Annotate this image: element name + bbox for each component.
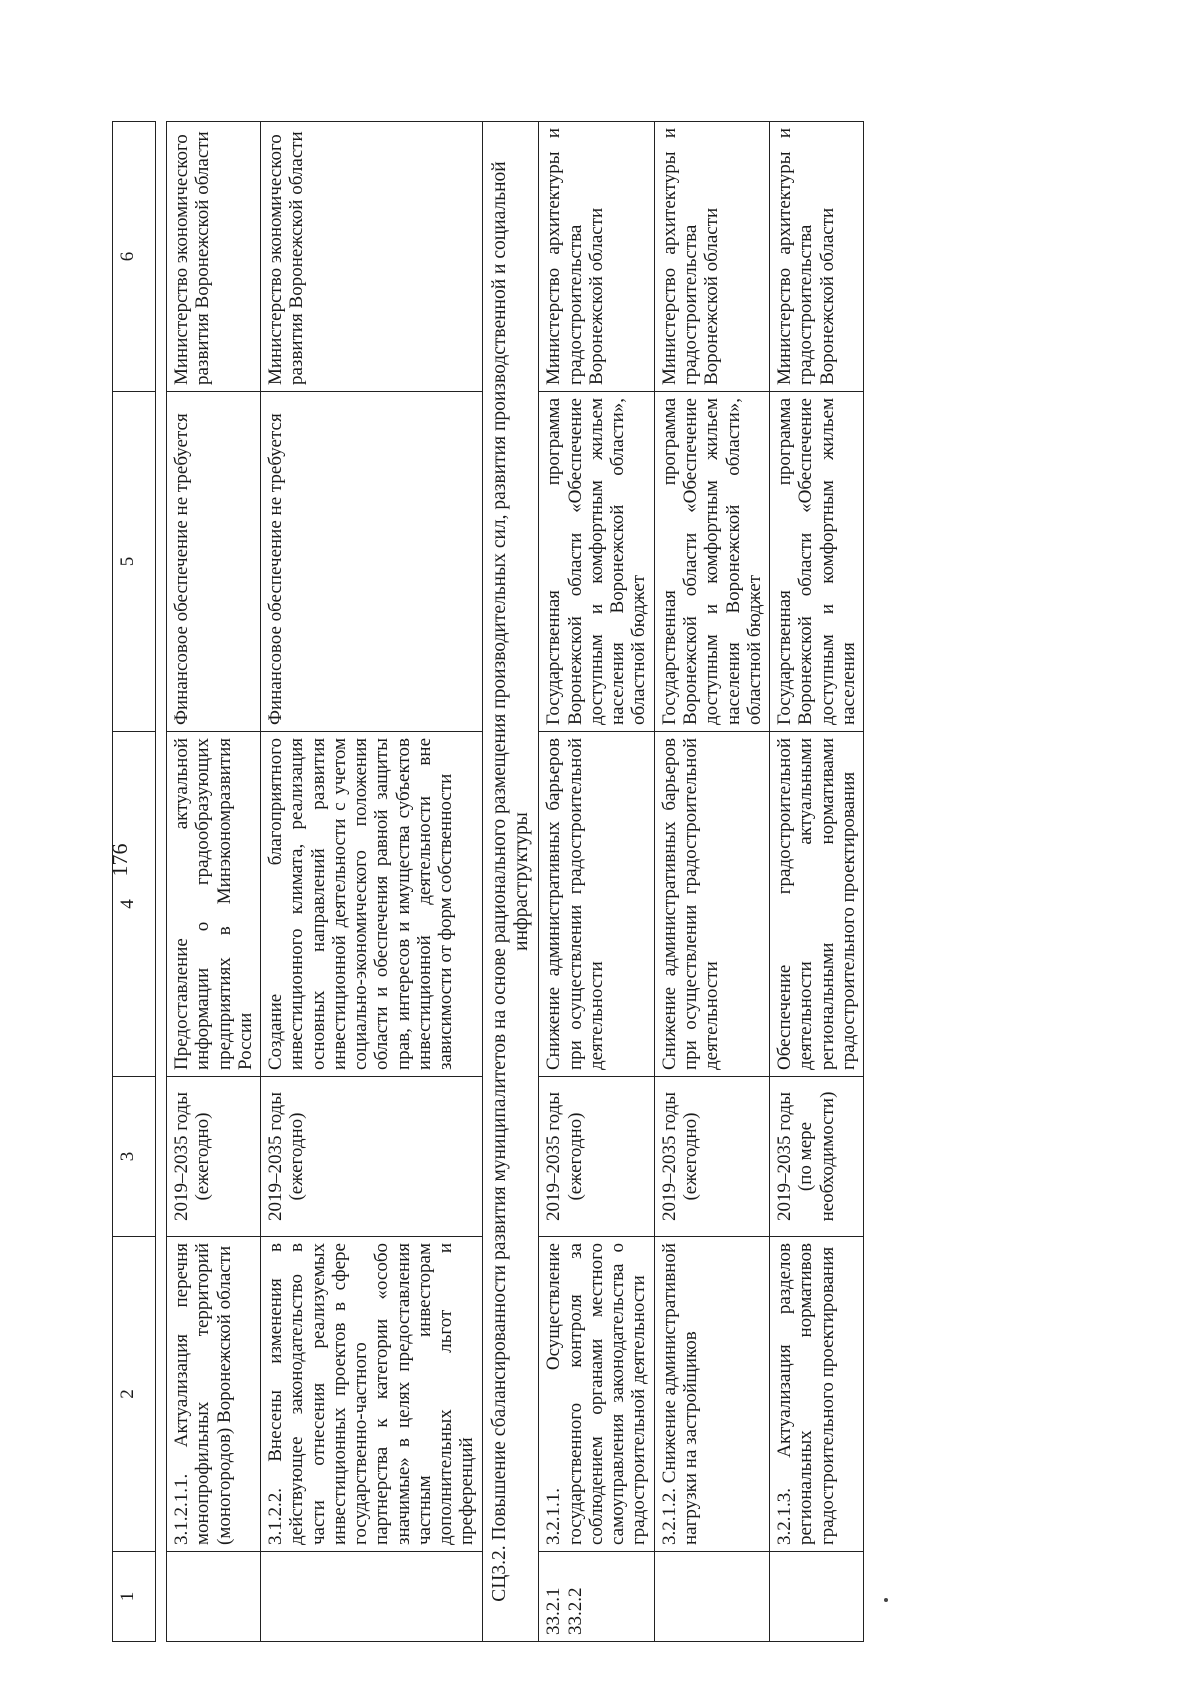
cell-result: Создание благоприятного инвестиционного климата, реализация основных направлений развития инвестиционной деятельности с учетом социально-экономического положения области и обеспечения равной защиты прав, интересов и имущества субъектов инвестиционной деятельности вне зависимости от форм собственности	[261, 732, 483, 1077]
cell-responsible: Министерство архитектуры и градостроительства Воронежской области	[770, 122, 864, 392]
cell-result: Снижение административных барьеров при осуществлении градостроительной деятельности	[654, 732, 769, 1077]
cell-code	[167, 1552, 261, 1642]
section-title: СЦ3.2. Повышение сбалансированности развития муниципалитетов на основе рационального размещения производительных сил, развития производственной и социальной инфраструктуры	[482, 122, 539, 1642]
cell-period: 2019–2035 годы (по мере необходимости)	[770, 1077, 864, 1237]
header-col-6: 6	[113, 122, 156, 392]
cell-responsible: Министерство архитектуры и градостроительства Воронежской области	[654, 122, 769, 392]
header-col-3: 3	[113, 1077, 156, 1237]
cell-period: 2019–2035 годы (ежегодно)	[654, 1077, 769, 1237]
cell-measure: 3.2.1.1. Осуществление государственного контроля за соблюдением органами местного самоуправления законодательства о градостроительной деятельности	[539, 1237, 654, 1552]
cell-funding: Финансовое обеспечение не требуется	[167, 392, 261, 732]
header-col-2: 2	[113, 1237, 156, 1552]
header-col-4: 4	[113, 732, 156, 1077]
cell-funding: Государственная программа Воронежской области «Обеспечение доступным и комфортным жильем населения	[770, 392, 864, 732]
cell-funding: Государственная программа Воронежской области «Обеспечение доступным и комфортным жильем населения Воронежской области», областной бюджет	[539, 392, 654, 732]
plan-table	[112, 121, 864, 1642]
cell-responsible: Министерство экономического развития Воронежской области	[261, 122, 483, 392]
header-col-1: 1	[113, 1552, 156, 1642]
table-row	[261, 122, 483, 1642]
rotated-table-wrapper	[112, 122, 1088, 1642]
cell-code: 33.2.1 33.2.2	[539, 1552, 654, 1642]
cell-period: 2019–2035 годы (ежегодно)	[261, 1077, 483, 1237]
cell-responsible: Министерство архитектуры и градостроительства Воронежской области	[539, 122, 654, 392]
cell-result: Предоставление актуальной информации о градообразующих предприятиях в Минэкономразвития России	[167, 732, 261, 1077]
header-row	[113, 122, 156, 1642]
section-row	[482, 122, 539, 1642]
cell-measure: 3.1.2.1.1. Актуализация перечня монопрофильных территорий (моногородов) Воронежской области	[167, 1237, 261, 1552]
cell-measure: 3.1.2.2. Внесены изменения в действующее законодательство в части отнесения реализуемых инвестиционных проектов в сфере государственно-частного партнерства к категории «особо значимые» в целях предоставления частным инвесторам дополнительных льгот и преференций	[261, 1237, 483, 1552]
cell-measure: 3.2.1.3. Актуализация разделов региональных нормативов градостроительного проектирования	[770, 1237, 864, 1552]
header-col-5: 5	[113, 392, 156, 732]
table-row	[167, 122, 261, 1642]
cell-funding: Финансовое обеспечение не требуется	[261, 392, 483, 732]
cell-result: Обеспечение градостроительной деятельности актуальными региональными нормативами градостроительного проектирования	[770, 732, 864, 1077]
cell-code	[261, 1552, 483, 1642]
cell-code	[770, 1552, 864, 1642]
cell-funding: Государственная программа Воронежской области «Обеспечение доступным и комфортным жильем населения Воронежской области», областной бюджет	[654, 392, 769, 732]
separator-row	[156, 122, 167, 1642]
table-row	[770, 122, 864, 1642]
table-row	[654, 122, 769, 1642]
cell-result: Снижение административных барьеров при осуществлении градостроительной деятельности	[539, 732, 654, 1077]
cell-code	[654, 1552, 769, 1642]
table-row	[539, 122, 654, 1642]
cell-period: 2019–2035 годы (ежегодно)	[167, 1077, 261, 1237]
scan-speck	[884, 1598, 888, 1602]
cell-period: 2019–2035 годы (ежегодно)	[539, 1077, 654, 1237]
page-number: 176	[107, 843, 132, 877]
cell-responsible: Министерство экономического развития Воронежской области	[167, 122, 261, 392]
cell-measure: 3.2.1.2. Снижение административной нагрузки на застройщиков	[654, 1237, 769, 1552]
